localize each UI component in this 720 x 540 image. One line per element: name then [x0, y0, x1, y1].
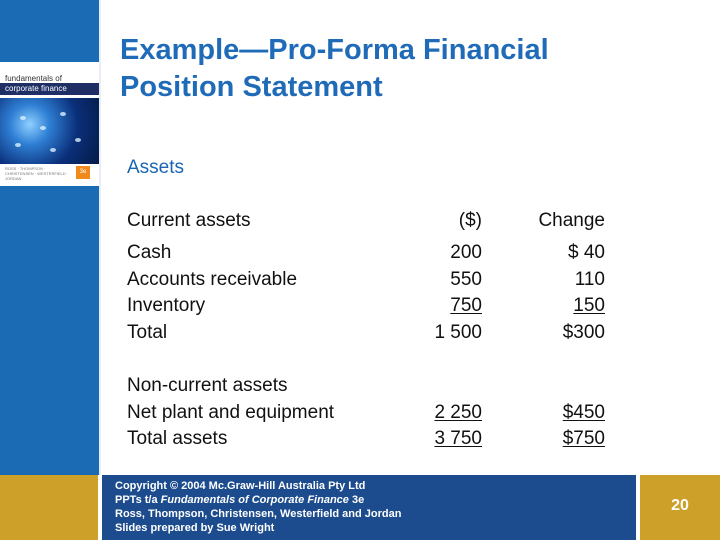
- footer-divider-left: [98, 475, 102, 540]
- book-edition-badge: 3e: [76, 166, 90, 179]
- cover-droplet: [15, 143, 21, 147]
- row-amount-total: 1 500: [434, 321, 482, 343]
- row-amount: 2 250: [434, 401, 482, 423]
- row-amount: 750: [450, 295, 482, 316]
- copyright-line4: Slides prepared by Sue Wright: [115, 522, 275, 534]
- current-assets-heading: Current assets: [127, 210, 251, 231]
- row-change: $ 40: [568, 242, 605, 263]
- current-assets-changes: [505, 240, 605, 346]
- book-title-italic: Fundamentals of Corporate Finance: [160, 494, 349, 506]
- noncurrent-assets-labels: [127, 373, 334, 453]
- book-title-line1: fundamentals of: [5, 74, 62, 83]
- row-amount: 550: [450, 268, 482, 290]
- slide-title: [120, 32, 680, 106]
- book-authors: ROSS · THOMPSON · CHRISTENSEN · WESTERFIELD · JORDAN: [5, 166, 69, 181]
- noncurrent-assets-amounts: [380, 400, 482, 453]
- row-change-total: $750: [562, 428, 605, 449]
- current-assets-amounts: [380, 240, 482, 346]
- cover-droplet: [75, 138, 81, 142]
- row-label: Net plant and equipment: [127, 401, 335, 423]
- copyright-line2-prefix: PPTs t/a: [115, 494, 161, 506]
- copyright-line1: Copyright © 2004 Mc.Graw-Hill Australia Pty Ltd: [115, 480, 366, 492]
- slide-title-line1: Example—Pro-Forma Financial: [120, 34, 549, 66]
- change-column-header: Change: [538, 210, 605, 231]
- footer-left-block: [0, 475, 100, 540]
- row-change: 150: [573, 295, 605, 316]
- cover-droplet: [20, 116, 26, 120]
- copyright-line2: [115, 493, 401, 507]
- amount-column-header: ($): [458, 210, 482, 231]
- current-assets-labels: [127, 240, 297, 346]
- copyright-notice: [115, 479, 401, 535]
- row-change-total: $300: [562, 321, 605, 343]
- row-amount: 200: [450, 242, 482, 263]
- row-label: Accounts receivable: [127, 268, 298, 290]
- page-number: 20: [671, 497, 689, 514]
- copyright-line2-suffix: 3e: [348, 494, 365, 506]
- row-label: Total assets: [127, 428, 228, 449]
- row-label: Cash: [127, 242, 172, 263]
- row-amount-total: 3 750: [434, 428, 482, 449]
- book-cover-artwork: [0, 98, 99, 164]
- slide-title-line2: Position Statement: [120, 71, 383, 103]
- row-change: 110: [574, 268, 605, 290]
- cover-droplet: [40, 126, 46, 130]
- row-label: Inventory: [127, 295, 206, 316]
- cover-droplet: [50, 148, 56, 152]
- sidebar-divider: [99, 0, 101, 475]
- row-label: Total: [127, 321, 168, 343]
- section-heading: Assets: [127, 157, 185, 178]
- noncurrent-assets-heading: Non-current assets: [127, 375, 288, 396]
- row-change: $450: [562, 401, 605, 423]
- book-title-line2: corporate finance: [5, 84, 67, 93]
- copyright-line3: Ross, Thompson, Christensen, Westerfield and Jordan: [115, 508, 402, 520]
- noncurrent-assets-changes: [505, 400, 605, 453]
- cover-droplet: [60, 112, 66, 116]
- book-cover-image: [0, 62, 99, 186]
